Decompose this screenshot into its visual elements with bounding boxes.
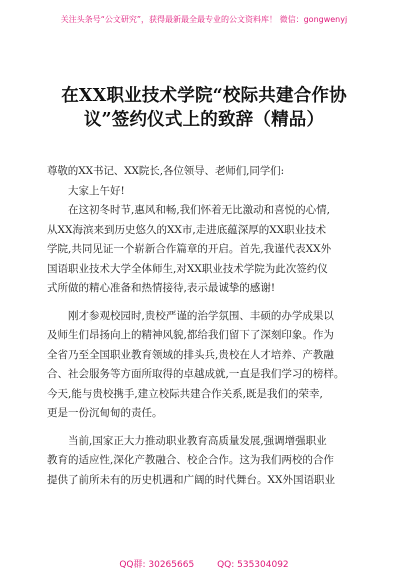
greeting: 大家上午好! (68, 184, 125, 197)
paragraph-line: 从XX海滨来到历史悠久的XX市,走进底蕴深厚的XX职业技术 (47, 223, 327, 236)
paragraph-line: 国语职业技术大学全体师生,对XX职业技术学院为此次签约仪 (47, 262, 328, 275)
title-line-2: 议”签约仪式上的致辞（精品） (83, 110, 325, 130)
paragraph-line: 当前,国家正大力推动职业教育高质量发展,强调增强职业 (68, 434, 327, 447)
qq-group: QQ群: 30265665 (119, 560, 195, 570)
paragraph-line: 合、社会服务等方面所取得的卓越成就,一直是我们学习的榜样。 (47, 368, 345, 380)
paragraph-line: 刚才参观校园时,贵校严谨的治学氛围、丰硕的办学成果以 (68, 309, 334, 322)
paragraph-line: 提供了前所未有的历史机遇和广阔的时代舞台。XX外国语职业 (47, 473, 335, 486)
salutation: 尊敬的XX书记、XX院长,各位领导、老师们,同学们: (47, 165, 285, 177)
paragraph-line: 学院,共同见证一个崭新合作篇章的开启。首先,我谨代表XX外 (47, 243, 332, 255)
title-line-1: 在XX职业技术学院“校际共建合作协 (61, 86, 347, 106)
paragraph-line: 教育的适应性,深化产教融合、校企合作。这为我们两校的合作 (47, 454, 334, 466)
paragraph-line: 式所做的精心准备和热情接待,表示最诚挚的感谢! (47, 282, 276, 294)
footer-contact (0, 557, 408, 570)
paragraph-line: 全省乃至全国职业教育领域的排头兵,贵校在人才培养、产教融 (47, 348, 334, 361)
paragraph-line: 更是一份沉甸甸的责任。 (47, 407, 163, 419)
paragraph-line: 及师生们昂扬向上的精神风貌,都给我们留下了深刻印象。作为 (47, 329, 334, 341)
paragraph-line: 今天,能与贵校携手,建立校际共建合作关系,既是我们的荣幸, (47, 387, 323, 400)
paragraph-line: 在这初冬时节,惠风和畅,我们怀着无比激动和喜悦的心情, (68, 204, 331, 216)
header-banner: 关注头条号“公文研究”，获得最新最全最专业的公文资料库！ 微信：gongwenyj (60, 15, 348, 24)
paragraph-1 (47, 201, 372, 299)
qq-number: QQ: 535304092 (217, 560, 289, 570)
paragraph-2 (47, 307, 372, 424)
document-body (47, 162, 372, 490)
document-title (30, 84, 378, 132)
paragraph-3 (47, 432, 372, 491)
